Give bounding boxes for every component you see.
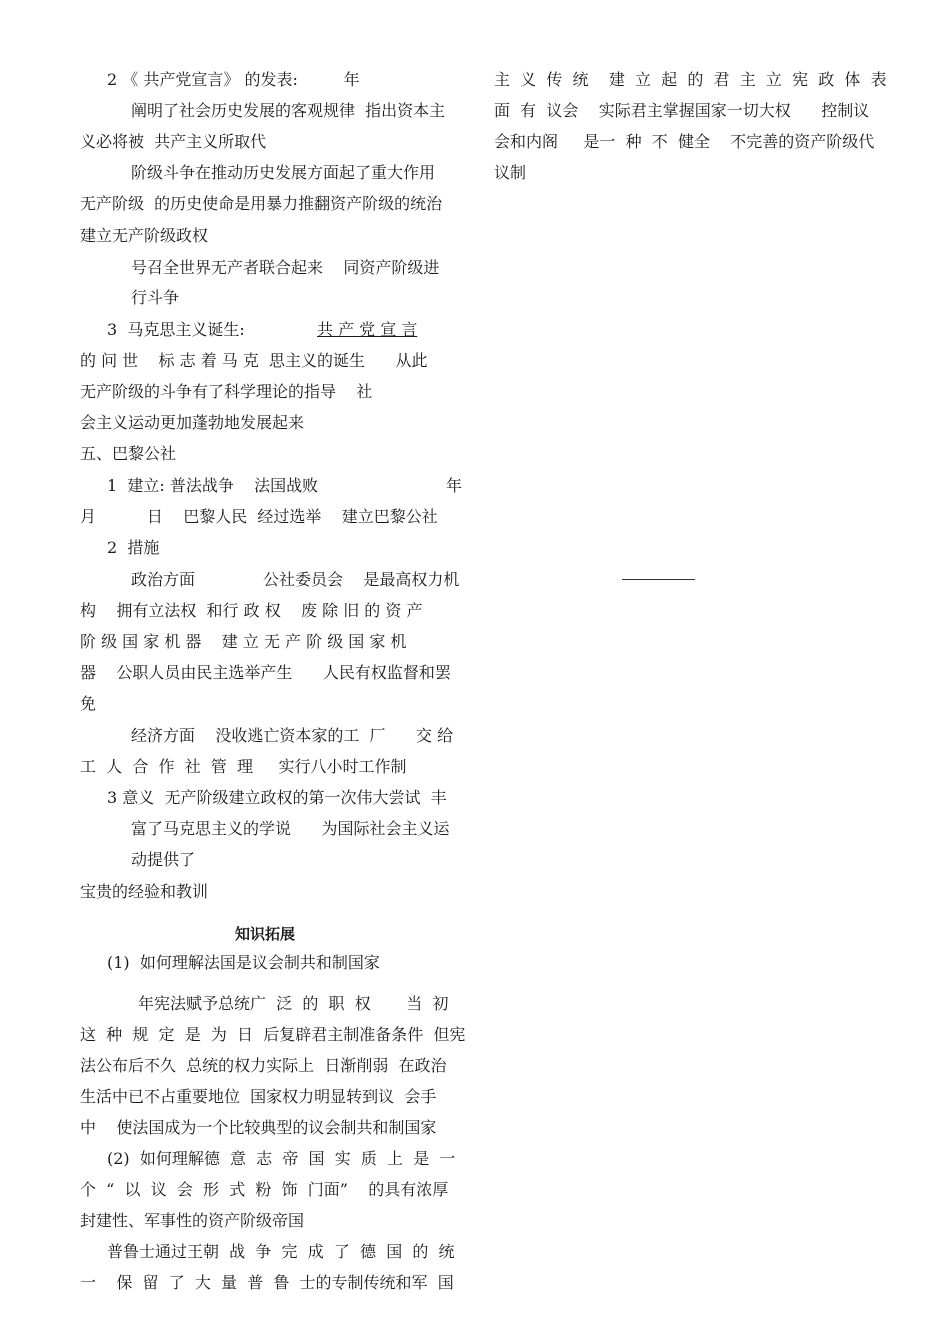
text-line: 2 措施 [107,538,160,557]
text-line: 一 保 留 了 大 量 普 鲁 士的专制传统和军 国 [80,1273,454,1292]
text-line: 经济方面 没收逃亡资本家的工 厂 交 给 [131,726,454,745]
text-line: 行斗争 [131,288,180,307]
text-line: 年宪法赋予总统广 泛 的 职 权 当 初 [138,994,449,1013]
text-line: 富了马克思主义的学说 为国际社会主义运 [131,819,450,838]
text-line: 会和内阁 是一 种 不 健全 不完善的资产阶级代 [494,132,875,151]
text-line: 器 公职人员由民主选举产生 人民有权监督和罢 [80,663,451,682]
text-line: 无产阶级 的历史使命是用暴力推翻资产阶级的统治 [80,194,443,213]
text-line: 动提供了 [131,850,196,869]
text-line: 封建性、军事性的资产阶级帝国 [80,1211,305,1230]
text-line: 建立无产阶级政权 [80,226,209,245]
text-line: 年 [446,476,463,495]
text-line: 法公布后不久 总统的权力实际上 日渐削弱 在政治 [80,1056,447,1075]
text-line: 阐明了社会历史发展的客观规律 指出资本主 [131,101,446,120]
text-line: 面 有 议会 实际君主掌握国家一切大权 控制议 [494,101,870,120]
text-line: 阶 级 国 家 机 器 建 立 无 产 阶 级 国 家 机 [80,632,407,651]
section-title: 知识拓展 [235,925,296,943]
text-line: 构 拥有立法权 和行 政 权 废 除 旧 的 资 产 [80,601,423,620]
text-line: 会主义运动更加蓬勃地发展起来 [80,413,305,432]
text-line: 3 意义 无产阶级建立政权的第一次伟大尝试 丰 [107,788,447,807]
text-line: (1) 如何理解法国是议会制共和制国家 [107,953,380,972]
text-line: 免 [80,694,97,713]
text-line: 义必将被 共产主义所取代 [80,132,267,151]
text-line: 主 义 传 统 建 立 起 的 君 主 立 宪 政 体 表 [494,70,887,89]
text-line: 生活中已不占重要地位 国家权力明显转到议 会手 [80,1087,437,1106]
text-line: 的 问 世 标 志 着 马 克 思主义的诞生 从此 [80,351,428,370]
text-line: 中 使法国成为一个比较典型的议会制共和制国家 [80,1118,437,1137]
text-line: 宝贵的经验和教训 [80,882,209,901]
text-line: 1 建立: 普法战争 法国战败 [107,476,319,495]
text-line: 政治方面 [131,570,196,589]
text-line: 公社委员会 是最高权力机 [263,570,460,589]
text-line: 2 《 共产党宣言》 的发表: 年 [107,70,360,89]
text-line: 议制 [494,163,527,182]
text-line: 无产阶级的斗争有了科学理论的指导 社 [80,382,373,401]
book-title-underlined: 共 产 党 宣 言 [317,320,418,339]
text-line: 阶级斗争在推动历史发展方面起了重大作用 [131,163,436,182]
text-line: 普鲁士通过王朝 战 争 完 成 了 德 国 的 统 [107,1242,455,1261]
text-line: 月 日 巴黎人民 经过选举 建立巴黎公社 [80,507,438,526]
text-line: 这 种 规 定 是 为 日 后复辟君主制准备条件 但宪 [80,1025,466,1044]
text-line: 个 “ 以 议 会 形 式 粉 饰 门面” 的具有浓厚 [80,1180,449,1199]
section-heading: 五、巴黎公社 [80,444,177,463]
text-line: 工 人 合 作 社 管 理 实行八小时工作制 [80,757,407,776]
text-line: 3 马克思主义诞生: [107,320,245,339]
text-line: (2) 如何理解德 意 志 帝 国 实 质 上 是 一 [107,1149,456,1168]
separator-rule [622,579,695,580]
text-line: 号召全世界无产者联合起来 同资产阶级进 [131,258,440,277]
